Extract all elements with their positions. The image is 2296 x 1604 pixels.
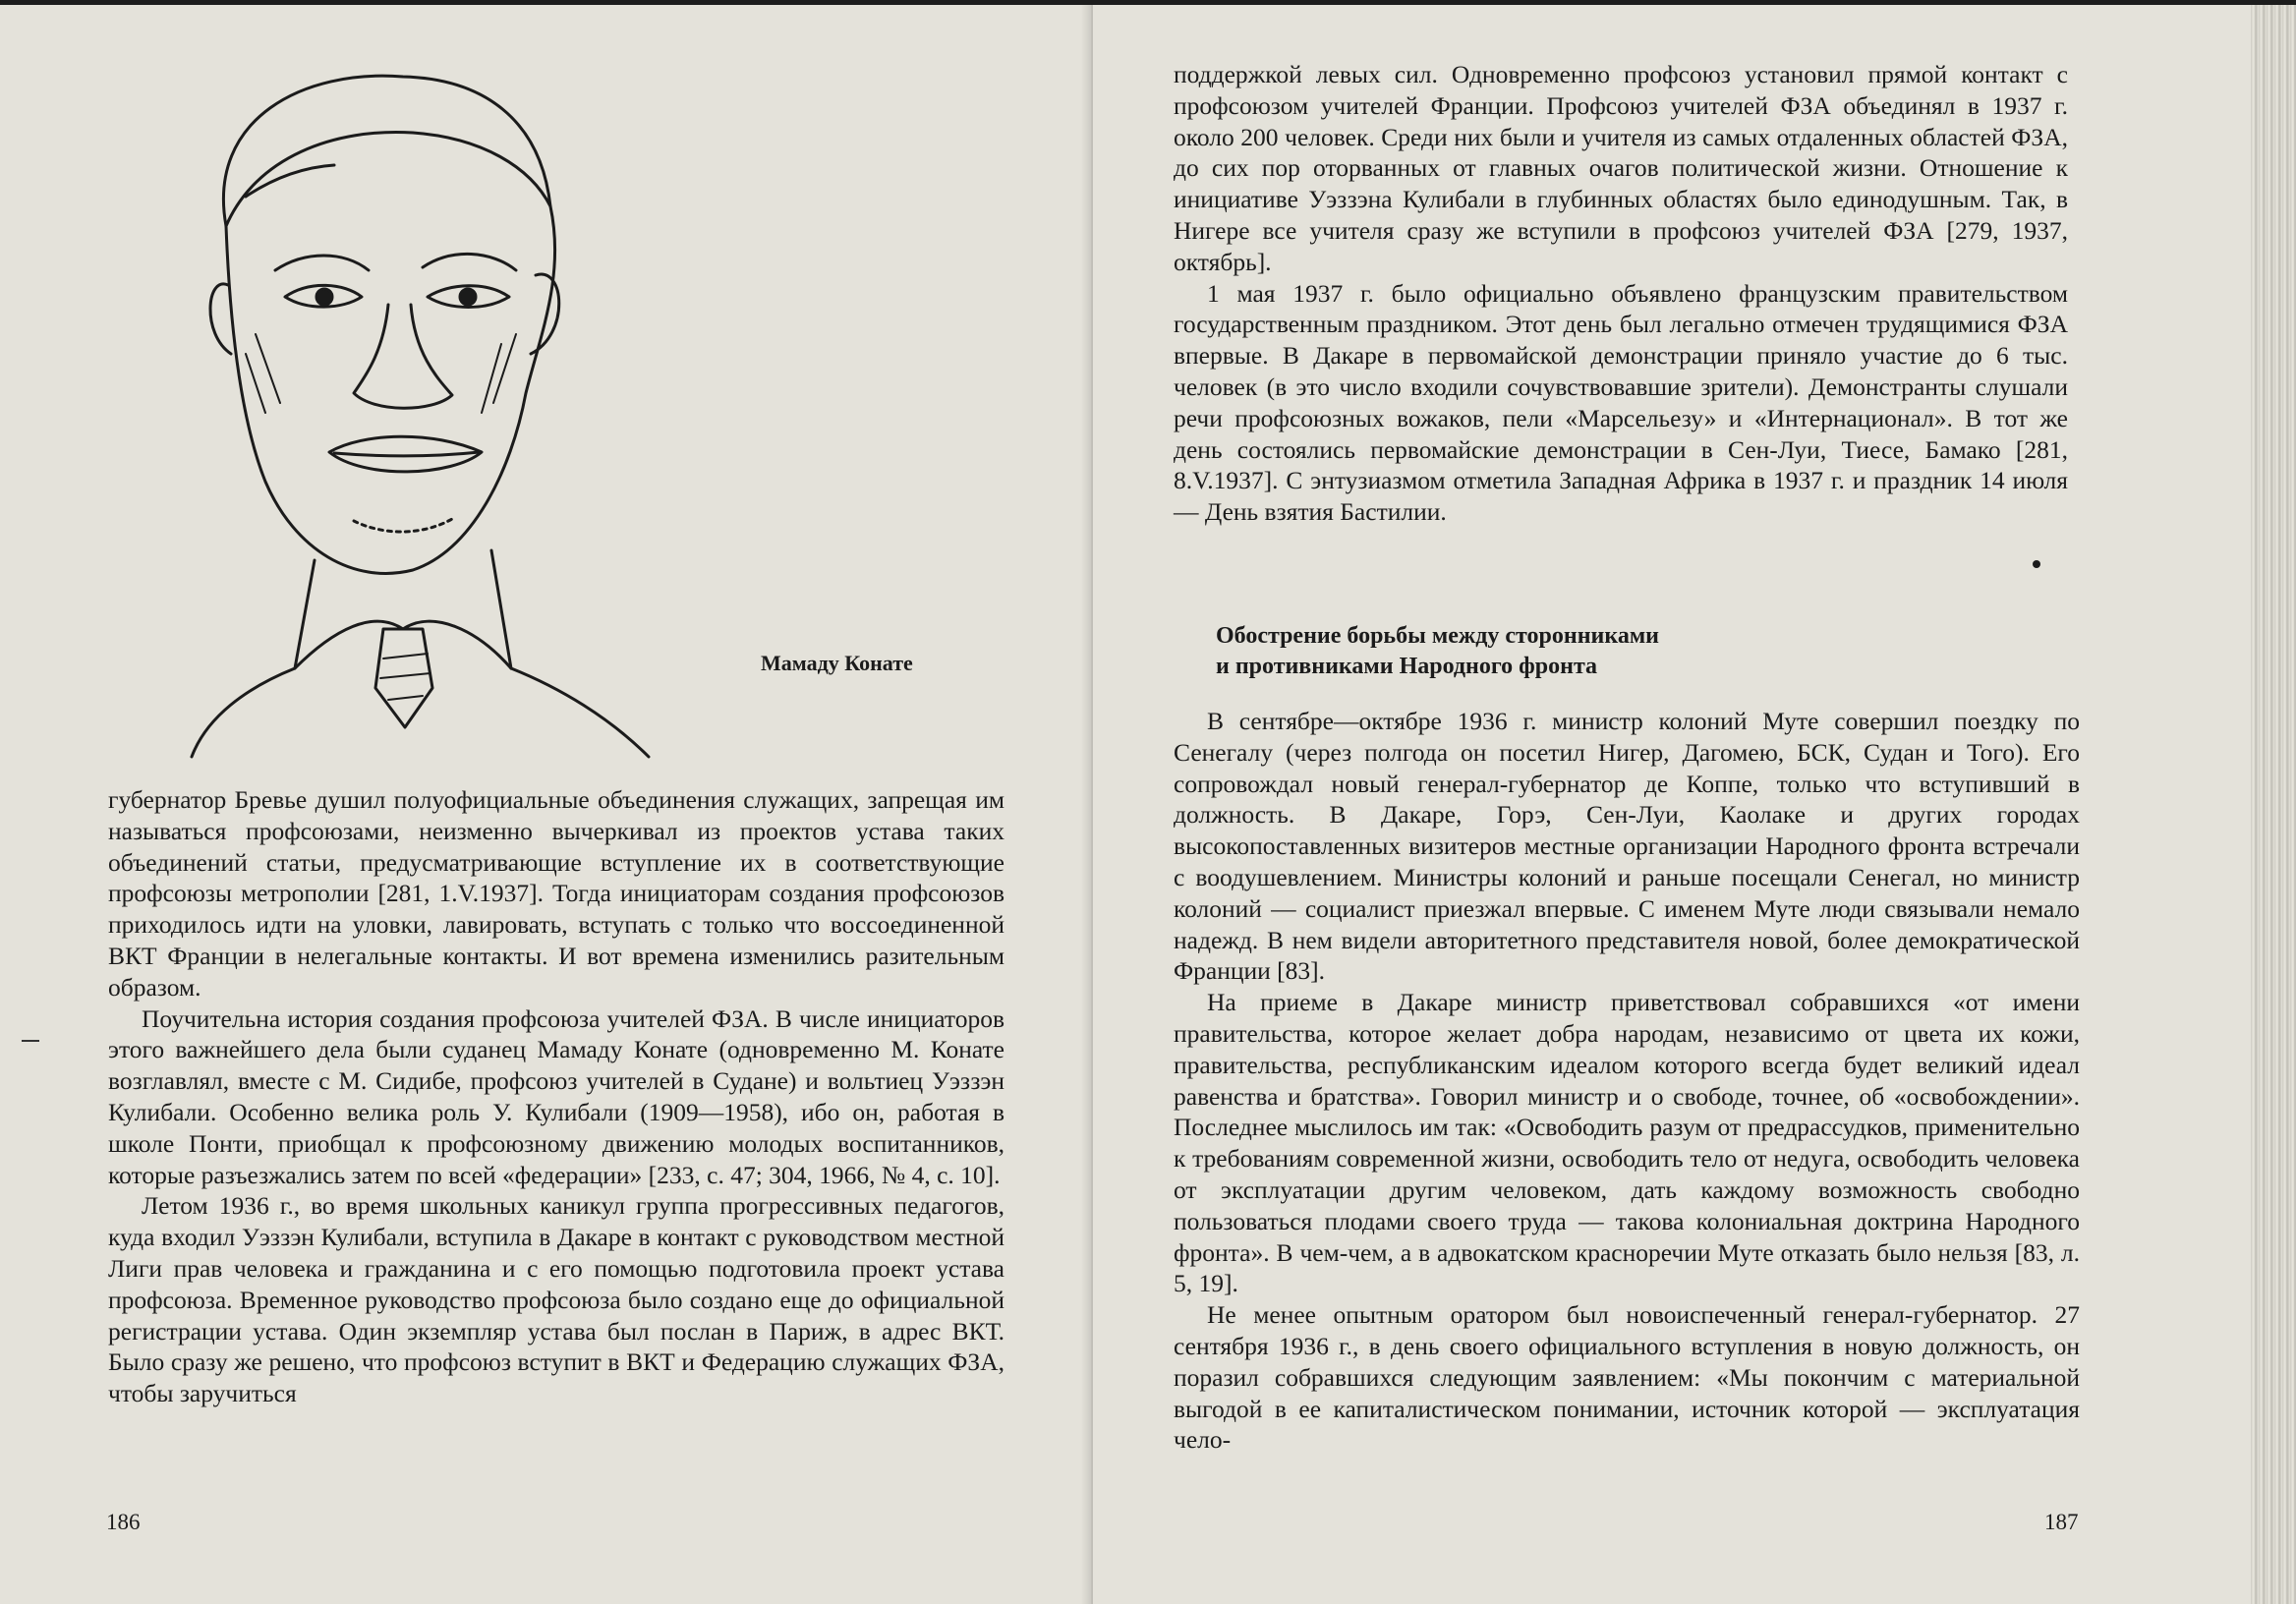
heading-line: Обострение борьбы между сторонниками xyxy=(1216,623,1659,649)
section-heading xyxy=(1216,621,1845,682)
page-number-left: 186 xyxy=(106,1510,141,1534)
bullet-mark xyxy=(2033,560,2040,568)
paragraph: поддержкой левых сил. Одновременно профсоюз установил прямой контакт с профсоюзом учителей Франции. Профсоюз учителей ФЗА объединял в 1937 г. около 200 человек. Среди них были и учителя из самых отдаленных областей ФЗА, до сих пор оторванных от главных очагов политической жизни. Отношение к инициативе Уэззэна Кулибали в глубинных областях было единодушным. Так, в Нигере все учителя сразу же вступили в профсоюз учителей ФЗА [279, 1937, октябрь]. xyxy=(1174,60,2068,276)
paragraph: В сентябре—октябре 1936 г. министр колоний Муте совершил поездку по Сенегалу (через полгода он посетил Нигер, Дагомею, БСК, Судан и Того). Его сопровождал новый генерал-губернатор де Коппе, только что вступивший в должность. В Дакаре, Горэ, Сен-Луи, Каолаке и других городах высокопоставленных визитеров местные организации Народного фронта встречали с воодушевлением. Министры колоний и раньше посещали Сенегал, но министр колоний — социалист приезжал впервые. С именем Муте люди связывали немало надежд. В нем видели авторитетного представителя новой, более демократической Франции [83]. xyxy=(1174,707,2080,986)
right-page-text-top xyxy=(1174,59,2068,528)
margin-mark xyxy=(22,1040,39,1042)
paragraph: Не менее опытным оратором был новоиспеченный генерал-губернатор. 27 сентября 1936 г., в день своего официального вступления в новую должность, он поразил собравшихся следующим заявлением: «Мы покончим с материальной выгодой в ее капиталистическом понимании, источник которой — эксплуатация чело- xyxy=(1174,1300,2080,1455)
paragraph: Летом 1936 г., во время школьных каникул группа прогрессивных педагогов, куда входил Уэззэн Кулибали, вступила в Дакаре в контакт с руководством местной Лиги прав человека и гражданина и с его помощью подготовила проект устава профсоюза. Временное руководство профсоюза было создано еще до официальной регистрации устава. Один экземпляр устава был послан в Париж, в адрес ВКТ. Было сразу же решено, что профсоюз вступит в ВКТ и Федерацию служащих ФЗА, чтобы заручиться xyxy=(108,1191,1004,1408)
portrait-illustration xyxy=(187,39,659,767)
paragraph: Поучительна история создания профсоюза учителей ФЗА. В числе инициаторов этого важнейшего дела были суданец Мамаду Конате (одновременно М. Конате возглавлял, вместе с М. Сидибе, профсоюз учителей в Судане) и вольтиец Уэззэн Кулибали. Особенно велика роль У. Кулибали (1909—1958), ибо он, работая в школе Понти, приобщал к профсоюзному движению молодых воспитанников, которые разъезжались затем по всей «федерации» [233, с. 47; 304, 1966, № 4, с. 10]. xyxy=(108,1003,1004,1189)
paragraph: На приеме в Дакаре министр приветствовал собравшихся «от имени правительства, которое желает добра народам, независимо от цвета их кожи, правительства, республиканским идеалом которого всегда будет великий идеал равенства и братства». Говорил министр и о свободе, точнее, об «освобождении». Последнее мыслилось им так: «Освободить разум от предрассудков, применительно к требованиям современной жизни, освободить тело от недуга, освободить человека от эксплуатации другим человеком, дать каждому возможность свободно пользоваться плодами своего труда — такова колониальная доктрина Народного фронта». В чем-чем, а в адвокатском красноречии Муте отказать было нельзя [83, л. 5, 19]. xyxy=(1174,988,2080,1298)
right-page-text-bottom xyxy=(1174,706,2080,1456)
paragraph: губернатор Бревье душил полуофициальные объединения служащих, запрещая им называться профсоюзами, неизменно вычеркивал из проектов устава таких объединений статьи, предусматривающие вступление их в соответствующие профсоюзы метрополии [281, 1.V.1937]. Тогда инициаторам создания профсоюзов приходилось идти на уловки, лавировать, вступать с только что воссоединенной ВКТ Франции в нелегальные контакты. И вот времена изменились разительным образом. xyxy=(108,785,1004,1002)
left-page-text xyxy=(108,784,1004,1409)
page-stack-edge xyxy=(2251,0,2296,1604)
page-number-right: 187 xyxy=(2044,1510,2079,1534)
portrait-caption: Мамаду Конате xyxy=(761,651,913,675)
left-page xyxy=(0,0,1091,1604)
heading-line: и противниками Народного фронта xyxy=(1216,654,1598,679)
scan-top-edge xyxy=(0,0,2296,5)
paragraph: 1 мая 1937 г. было официально объявлено французским правительством государственным праздником. Этот день был легально отмечен трудящимися ФЗА впервые. В Дакаре в первомайской демонстрации приняло участие до 6 тыс. человек (в это число входили сочувствовавшие зрители). Демонстранты слушали речи профсоюзных вожаков, пели «Марсельезу» и «Интернационал». В тот же день состоялись первомайские демонстрации в Сен-Луи, Тиесе, Бамако [281, 8.V.1937]. С энтузиазмом отметила Западная Африка в 1937 г. и праздник 14 июля — День взятия Бастилии. xyxy=(1174,278,2068,527)
